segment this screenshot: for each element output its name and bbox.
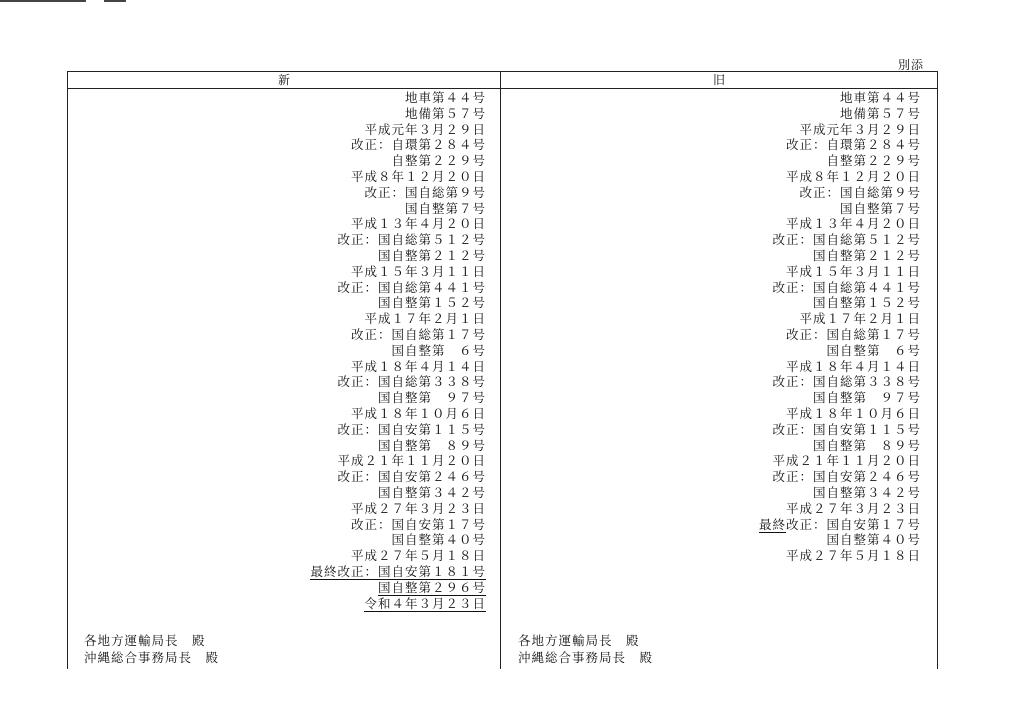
document-number-line <box>759 311 921 327</box>
line-text: 国自整第７号 <box>839 200 921 216</box>
line-text: 平成２７年５月１８日 <box>350 548 486 564</box>
line-text: 地備第５７号 <box>404 105 486 121</box>
line-text: 平成元年３月２９日 <box>799 121 921 137</box>
line-text: 国自整第４０号 <box>826 532 921 548</box>
line-text: 平成８年１２月２０日 <box>350 168 486 184</box>
document-number-line <box>310 501 486 517</box>
table-header-row <box>68 72 937 89</box>
new-column-header: 新 <box>277 73 290 87</box>
document-number-line <box>759 295 921 311</box>
document-number-line <box>310 201 486 217</box>
line-text: 令和４年３月２３日 <box>364 595 486 611</box>
line-text: 改正：国自安第１７号 <box>785 516 921 532</box>
line-text: 改正：国自総第５１２号 <box>772 232 921 248</box>
document-number-line <box>310 532 486 548</box>
document-number-line <box>310 359 486 375</box>
line-text: 平成２７年５月１８日 <box>785 548 921 564</box>
document-number-line <box>310 153 486 169</box>
document-number-line <box>759 185 921 201</box>
document-number-line <box>759 280 921 296</box>
document-number-line <box>759 264 921 280</box>
document-number-line <box>759 327 921 343</box>
document-number-line <box>759 438 921 454</box>
line-text: 改正：国自総第１７号 <box>785 326 921 342</box>
line-text: 自整第２２９号 <box>391 153 486 169</box>
document-number-line <box>310 311 486 327</box>
document-number-line <box>310 517 486 533</box>
line-text: 国自整第７号 <box>404 200 486 216</box>
document-number-line <box>310 232 486 248</box>
line-text: 国自整第１５２号 <box>377 295 486 311</box>
line-text: 平成元年３月２９日 <box>364 121 486 137</box>
document-number-line <box>759 137 921 153</box>
document-number-line <box>759 453 921 469</box>
addressee-line: 各地方運輸局長 殿 <box>518 633 640 648</box>
document-number-line <box>310 327 486 343</box>
document-number-line <box>310 216 486 232</box>
line-text: 平成１７年２月１日 <box>799 311 921 327</box>
line-text: 平成１８年４月１４日 <box>350 358 486 374</box>
line-text: 平成１５年３月１１日 <box>350 263 486 279</box>
line-text: 改正：国自総第１７号 <box>350 326 486 342</box>
line-text: 国自整第４０号 <box>391 532 486 548</box>
document-number-line <box>759 374 921 390</box>
line-text: 平成１８年１０月６日 <box>350 405 486 421</box>
addressee-line: 各地方運輸局長 殿 <box>84 633 206 648</box>
document-number-line <box>759 90 921 106</box>
line-text: 改正：国自安第２４６号 <box>337 469 486 485</box>
line-text: 平成２７年３月２３日 <box>785 500 921 516</box>
old-column-header: 旧 <box>712 73 725 87</box>
scan-mark <box>0 0 86 2</box>
line-text: 国自整第 ８９号 <box>377 437 486 453</box>
document-number-line <box>310 485 486 501</box>
line-text: 改正：国自総第３３８号 <box>337 374 486 390</box>
line-text: 改正：国自安第１１５号 <box>337 421 486 437</box>
new-addressees <box>84 632 219 666</box>
line-text: 平成８年１２月２０日 <box>785 168 921 184</box>
document-number-line <box>310 169 486 185</box>
document-number-line <box>759 232 921 248</box>
document-number-line <box>759 548 921 564</box>
document-number-line <box>310 248 486 264</box>
document-number-line <box>310 438 486 454</box>
line-text: 改正：国自総第５１２号 <box>337 232 486 248</box>
line-text: 国自整第２９６号 <box>377 579 486 595</box>
document-number-line <box>759 248 921 264</box>
line-text: 改正：国自安第１７号 <box>350 516 486 532</box>
document-number-line <box>310 390 486 406</box>
addressee-line: 沖縄総合事務局長 殿 <box>84 650 220 665</box>
line-text: 平成２７年３月２３日 <box>350 500 486 516</box>
line-text: 国自整第３４２号 <box>812 484 921 500</box>
line-text: 改正：国自安第１１５号 <box>772 421 921 437</box>
line-text: 最終改正：国自安第１８１号 <box>310 563 486 579</box>
revision-mark: 最終 <box>758 516 786 532</box>
line-text: 平成１３年４月２０日 <box>785 216 921 232</box>
document-number-line <box>310 264 486 280</box>
line-text: 国自整第３４２号 <box>377 484 486 500</box>
line-text: 国自整第１５２号 <box>812 295 921 311</box>
old-addressees <box>518 632 653 666</box>
comparison-table <box>67 71 938 669</box>
document-number-line <box>310 106 486 122</box>
document-number-line <box>310 343 486 359</box>
document-number-line <box>759 153 921 169</box>
line-text: 平成１３年４月２０日 <box>350 216 486 232</box>
document-number-line <box>759 501 921 517</box>
document-number-line <box>310 295 486 311</box>
line-text: 国自整第２１２号 <box>812 247 921 263</box>
line-text: 国自整第 ９７号 <box>377 390 486 406</box>
line-text: 改正：国自総第４４１号 <box>337 279 486 295</box>
old-document-numbers <box>759 90 921 564</box>
line-text: 地車第４４号 <box>404 90 486 105</box>
line-text: 改正：自環第２８４号 <box>350 137 486 153</box>
document-number-line <box>310 564 486 580</box>
line-text: 平成２１年１１月２０日 <box>337 453 486 469</box>
document-number-line <box>310 185 486 201</box>
document-number-line <box>310 280 486 296</box>
document-number-line <box>310 453 486 469</box>
line-text: 改正：国自総第９号 <box>364 184 486 200</box>
line-text: 改正：国自総第４４１号 <box>772 279 921 295</box>
line-text: 地備第５７号 <box>839 105 921 121</box>
line-text: 国自整第 ９７号 <box>812 390 921 406</box>
document-number-line <box>310 90 486 106</box>
line-text: 自整第２２９号 <box>826 153 921 169</box>
line-text: 平成１５年３月１１日 <box>785 263 921 279</box>
line-text: 平成２１年１１月２０日 <box>772 453 921 469</box>
document-number-line <box>310 469 486 485</box>
line-text: 平成１８年１０月６日 <box>785 405 921 421</box>
line-text: 国自整第 ８９号 <box>812 437 921 453</box>
line-text: 改正：自環第２８４号 <box>785 137 921 153</box>
document-number-line <box>759 122 921 138</box>
document-number-line <box>759 422 921 438</box>
line-text: 国自整第 ６号 <box>391 342 486 358</box>
document-number-line <box>759 359 921 375</box>
document-number-line <box>310 122 486 138</box>
scan-mark <box>104 0 126 2</box>
document-number-line <box>310 548 486 564</box>
document-number-line <box>759 201 921 217</box>
document-number-line <box>759 390 921 406</box>
document-number-line <box>759 343 921 359</box>
line-text: 改正：国自安第２４６号 <box>772 469 921 485</box>
column-divider <box>500 72 501 669</box>
document-number-line <box>759 169 921 185</box>
document-number-line <box>310 596 486 612</box>
document-number-line <box>310 422 486 438</box>
document-number-line <box>759 216 921 232</box>
document-number-line <box>310 580 486 596</box>
document-number-line <box>759 532 921 548</box>
new-document-numbers <box>310 90 486 611</box>
line-text: 平成１８年４月１４日 <box>785 358 921 374</box>
line-text: 改正：国自総第３３８号 <box>772 374 921 390</box>
addressee-line: 沖縄総合事務局長 殿 <box>518 650 654 665</box>
line-text: 国自整第 ６号 <box>826 342 921 358</box>
line-text: 平成１７年２月１日 <box>364 311 486 327</box>
document-number-line <box>310 406 486 422</box>
document-number-line <box>310 137 486 153</box>
document-number-line <box>759 406 921 422</box>
line-text: 地車第４４号 <box>839 90 921 105</box>
document-number-line <box>310 374 486 390</box>
attachment-label: 別添 <box>897 58 924 72</box>
line-text: 改正：国自総第９号 <box>799 184 921 200</box>
document-number-line <box>759 485 921 501</box>
document-number-line <box>759 106 921 122</box>
document-number-line <box>759 469 921 485</box>
document-number-line <box>759 517 921 533</box>
line-text: 国自整第２１２号 <box>377 247 486 263</box>
